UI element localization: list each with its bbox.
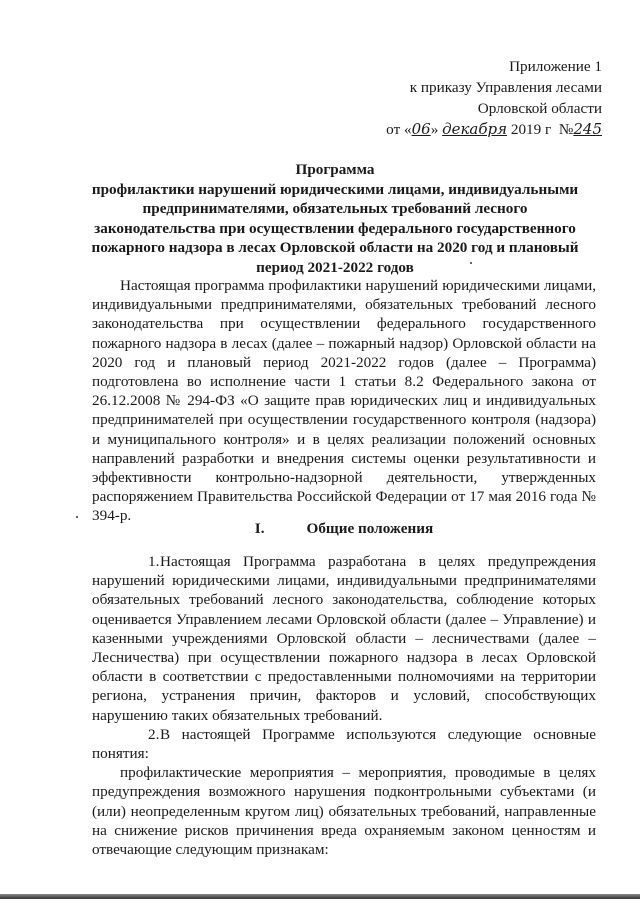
appendix-date-line <box>386 119 602 140</box>
date-year: 2019 г <box>507 121 552 138</box>
program-title <box>80 160 590 277</box>
paragraph-1-number: 1. <box>148 553 160 570</box>
scan-speck <box>470 262 472 264</box>
paragraph-1-text: Настоящая Программа разработана в целях предупреждения нарушений юридическими лицами, индивидуальными предпринимателями обязательных требований лесного законодательства, соблюдение которых оценивается Управлением лесами Орловской области (далее – Управление) и казенными учреждениями Орловской области – лесничествами (далее – Лесничества) при осуществлении пожарного надзора в лесах Орловской области в соответствии с предоставленными полномочиями на территории региона, устранения причин, факторов и условий, способствующих нарушению таких обязательных требований. <box>92 553 596 724</box>
paragraph-2-number: 2. <box>148 725 160 743</box>
paragraph-1 <box>92 552 596 725</box>
section-title: Общие положения <box>306 520 434 537</box>
scan-edge <box>0 894 640 899</box>
intro-text: Настоящая программа профилактики нарушений юридическими лицами, индивидуальными предпринимателями, обязательных требований лесного законодательства при осуществлении федерального государственного пожарного надзора в лесах (далее – пожарный надзор) Орловской области на 2020 год и плановый период 2021-2022 годов (далее – Программа) подготовлена во исполнение части 1 статьи 8.2 Федерального закона от 26.12.2008 № 294-ФЗ «О защите прав юридических лиц и индивидуальных предпринимателей при осуществлении государственного контроля (надзора) и муниципального контроля» и в целях реализации положений основных направлений разработки и внедрения системы оценки результативности и эффективности контрольно-надзорной деятельности, утвержденных распоряжением Правительства Российской Федерации от 17 мая 2016 года № 394-р. <box>92 277 596 525</box>
title-line-2: профилактики нарушений юридическими лицами, индивидуальными предпринимателями, обязательных требований лесного законодательства при осуществлении федерального государственного пожарного надзора в лесах Орловской области на 2020 год и плановый период 2021-2022 годов <box>91 180 579 276</box>
date-prefix: от « <box>386 121 412 138</box>
section-body <box>92 552 596 859</box>
appendix-line-1: Приложение 1 <box>509 58 602 75</box>
paragraph-2-text: В настоящей Программе используются следующие основные понятия: <box>92 725 596 763</box>
appendix-header <box>386 56 602 140</box>
paragraph-2 <box>92 725 596 763</box>
paragraph-3: профилактические мероприятия – мероприятия, проводимые в целях предупреждения возможного нарушения подконтрольными субъектами (и (или) неопределенным кругом лиц) обязательных требований, направленные на снижение рисков причинения вреда охраняемым законом ценностям и отвечающие следующим признакам: <box>92 764 596 859</box>
intro-paragraph <box>92 276 596 526</box>
date-mid: » <box>430 121 443 138</box>
section-heading <box>92 520 596 538</box>
section-number: I. <box>254 520 265 537</box>
appendix-line-2: к приказу Управления лесами <box>409 79 602 96</box>
date-month: декабря <box>442 120 508 138</box>
appendix-line-3: Орловской области <box>477 100 602 117</box>
title-line-1: Программа <box>295 161 375 178</box>
number-prefix: № <box>558 121 574 138</box>
scan-speck <box>76 516 78 518</box>
order-number: 245 <box>573 120 602 138</box>
date-day: 06 <box>411 120 431 138</box>
